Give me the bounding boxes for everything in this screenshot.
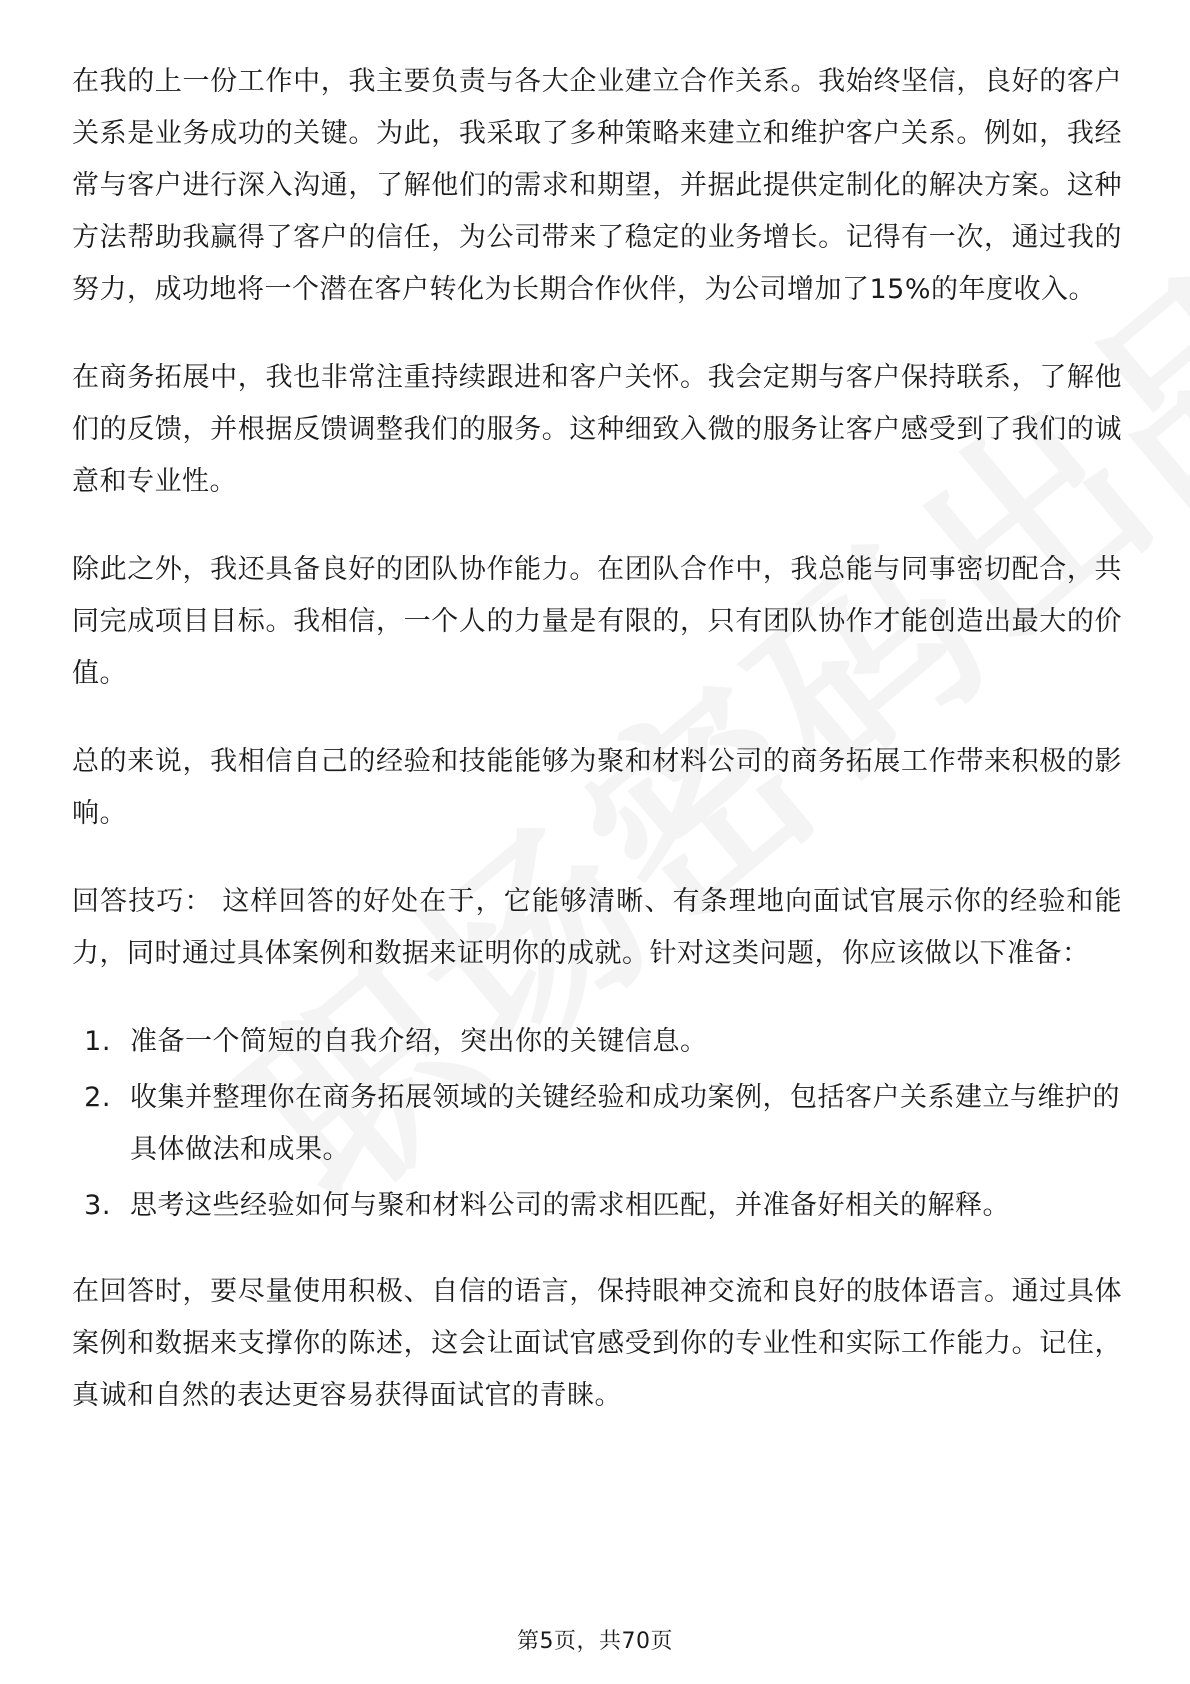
list-item: 3. 思考这些经验如何与聚和材料公司的需求相匹配，并准备好相关的解释。 xyxy=(120,1180,1122,1232)
tips-list xyxy=(72,1016,1122,1232)
paragraph-answer-tips: 回答技巧： 这样回答的好处在于，它能够清晰、有条理地向面试官展示你的经验和能力，同时通过具体案例和数据来证明你的成就。针对这类问题，你应该做以下准备： xyxy=(72,886,1122,969)
document-body xyxy=(72,56,1122,1458)
list-item: 1. 准备一个简短的自我介绍，突出你的关键信息。 xyxy=(120,1016,1122,1068)
paragraph-closing: 在回答时，要尽量使用积极、自信的语言，保持眼神交流和良好的肢体语言。通过具体案例和数据来支撑你的陈述，这会让面试官感受到你的专业性和实际工作能力。记住，真诚和自然的表达更容易获得面试官的青睐。 xyxy=(72,1276,1122,1411)
page-number: 第5页，共70页 xyxy=(517,1629,673,1654)
paragraph-teamwork: 除此之外，我还具备良好的团队协作能力。在团队合作中，我总能与同事密切配合，共同完成项目目标。我相信，一个人的力量是有限的，只有团队协作才能创造出最大的价值。 xyxy=(72,554,1122,689)
paragraph-experience: 在我的上一份工作中，我主要负责与各大企业建立合作关系。我始终坚信，良好的客户关系是业务成功的关键。为此，我采取了多种策略来建立和维护客户关系。例如，我经常与客户进行深入沟通，了解他们的需求和期望，并据此提供定制化的解决方案。这种方法帮助我赢得了客户的信任，为公司带来了稳定的业务增长。记得有一次，通过我的努力，成功地将一个潜在客户转化为长期合作伙伴，为公司增加了15%的年度收入。 xyxy=(72,66,1122,305)
paragraph-summary: 总的来说，我相信自己的经验和技能能够为聚和材料公司的商务拓展工作带来积极的影响。 xyxy=(72,746,1122,829)
paragraph-follow-up: 在商务拓展中，我也非常注重持续跟进和客户关怀。我会定期与客户保持联系，了解他们的反馈，并根据反馈调整我们的服务。这种细致入微的服务让客户感受到了我们的诚意和专业性。 xyxy=(72,362,1122,497)
list-item: 2. 收集并整理你在商务拓展领域的关键经验和成功案例，包括客户关系建立与维护的具体做法和成果。 xyxy=(120,1072,1122,1176)
